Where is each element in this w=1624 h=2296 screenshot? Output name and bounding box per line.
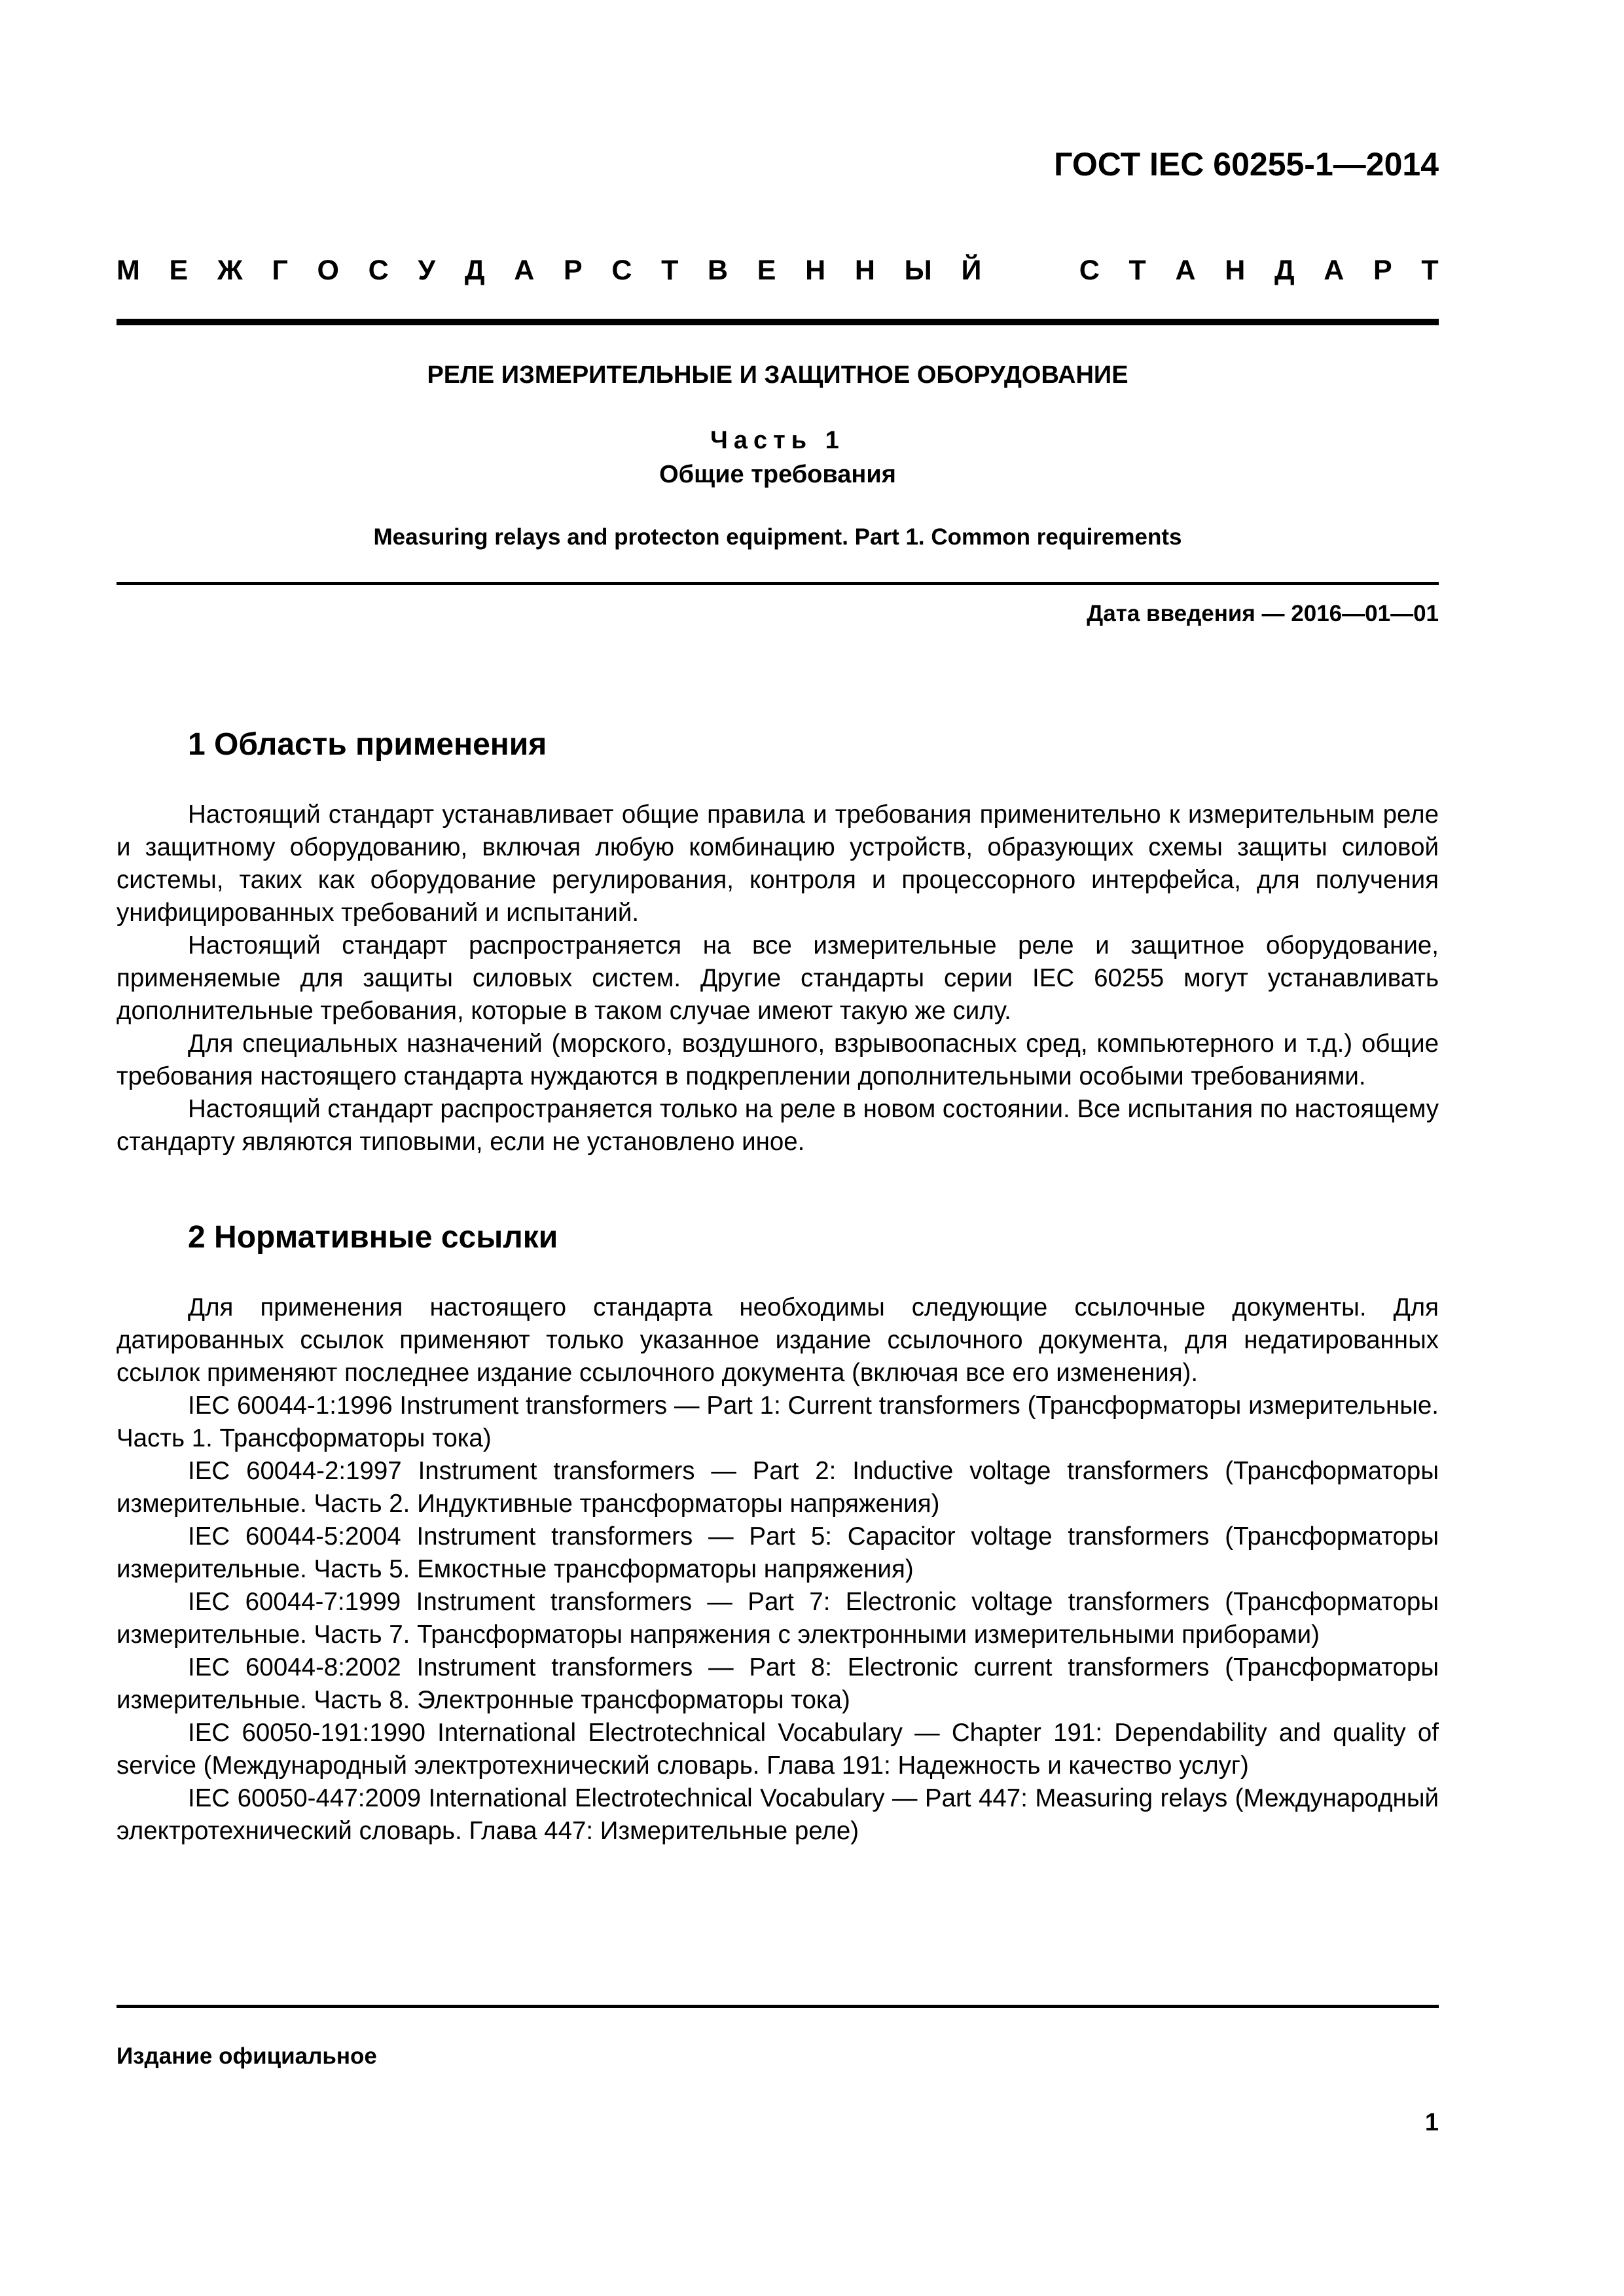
section-2-body	[117, 1291, 1439, 1848]
header-letter: Т	[1421, 255, 1439, 286]
part-title: Общие требования	[659, 461, 896, 488]
paragraph: Для применения настоящего стандарта необходимы следующие ссылочные документы. Для датированных ссылок применяют только указанное издание ссылочного документа, для недатированных ссылок применяют последнее издание ссылочного документа (включая все его изменения).	[117, 1293, 1439, 1387]
header-letter: Ж	[217, 255, 243, 286]
section-2-heading: 2 Нормативные ссылки	[188, 1220, 558, 1255]
header-letter: Н	[1225, 255, 1246, 286]
paragraph: Настоящий стандарт распространяется на все измерительные реле и защитное оборудование, применяемые для защиты силовых систем. Другие стандарты серии IEC 60255 могут устанавливать дополнительные требования, которые в таком случае имеют такую же силу.	[117, 931, 1439, 1025]
header-letter: Н	[854, 255, 875, 286]
header-letter: Г	[272, 255, 288, 286]
header-letter: Й	[961, 255, 982, 286]
reference-item: IEC 60044-8:2002 Instrument transformers — Part 8: Electronic current transformers (Трансформаторы измерительные. Часть 8. Электронные трансформаторы тока)	[117, 1653, 1439, 1714]
part-label: Часть 1	[710, 427, 845, 454]
header-letter: С	[611, 255, 632, 286]
reference-item: IEC 60044-2:1997 Instrument transformers — Part 2: Inductive voltage transformers (Трансформаторы измерительные. Часть 2. Индуктивные трансформаторы напряжения)	[117, 1457, 1439, 1518]
document-page	[117, 0, 1439, 2296]
interstate-standard-header	[117, 254, 1439, 287]
header-letter: А	[1175, 255, 1196, 286]
header-letter: У	[418, 255, 436, 286]
header-letter: Т	[661, 255, 679, 286]
english-title: Measuring relays and protecton equipment. Part 1. Common requirements	[373, 524, 1182, 550]
header-letter: Д	[464, 255, 485, 286]
reference-item: IEC 60044-1:1996 Instrument transformers — Part 1: Current transformers (Трансформаторы измерительные. Часть 1. Трансформаторы тока)	[117, 1391, 1439, 1452]
standard-number: ГОСТ IEC 60255-1—2014	[1054, 146, 1439, 183]
header-letter: Ы	[904, 255, 932, 286]
header-letter: С	[1079, 255, 1100, 286]
section-1-heading: 1 Область применения	[188, 727, 547, 762]
header-letter: Н	[805, 255, 826, 286]
page-number: 1	[1424, 2109, 1439, 2136]
header-letter: А	[1324, 255, 1344, 286]
header-word-gap	[1011, 254, 1050, 287]
paragraph: Настоящий стандарт устанавливает общие правила и требования применительно к измерительным реле и защитному оборудованию, включая любую комбинацию устройств, образующих схемы защиты силовой системы, таких как оборудование регулирования, контроля и процессорного интерфейса, для получения унифицированных требований и испытаний.	[117, 800, 1439, 927]
header-letter: Е	[757, 255, 776, 286]
paragraph: Для специальных назначений (морского, воздушного, взрывоопасных сред, компьютерного и т.д.) общие требования настоящего стандарта нуждаются в подкреплении дополнительными особыми требованиями.	[117, 1030, 1439, 1090]
header-letter: С	[368, 255, 389, 286]
header-letter: Р	[563, 255, 583, 286]
intro-date: Дата введения — 2016—01—01	[1087, 601, 1439, 626]
paragraph: Настоящий стандарт распространяется только на реле в новом состоянии. Все испытания по настоящему стандарту являются типовыми, если не установлено иное.	[117, 1095, 1439, 1156]
section-1-body	[117, 798, 1439, 1158]
header-letter: М	[117, 255, 140, 286]
edition-label: Издание официальное	[117, 2043, 377, 2069]
header-letter: В	[708, 255, 729, 286]
header-letter: Т	[1128, 255, 1146, 286]
header-letter: А	[514, 255, 535, 286]
footer-divider	[117, 2005, 1439, 2008]
reference-item: IEC 60050-191:1990 International Electrotechnical Vocabulary — Chapter 191: Dependability and quality of service (Международный электротехнический словарь. Глава 191: Надежность и качество услуг)	[117, 1719, 1439, 1780]
reference-item: IEC 60050-447:2009 International Electrotechnical Vocabulary — Part 447: Measuring relays (Международный электротехнический словарь. Глава 447: Измерительные реле)	[117, 1784, 1439, 1845]
header-letter: Р	[1373, 255, 1392, 286]
header-letter: Д	[1274, 255, 1295, 286]
header-letter: О	[317, 255, 339, 286]
document-title: РЕЛЕ ИЗМЕРИТЕЛЬНЫЕ И ЗАЩИТНОЕ ОБОРУДОВАНИЕ	[427, 361, 1128, 389]
header-divider	[117, 319, 1439, 325]
reference-item: IEC 60044-7:1999 Instrument transformers — Part 7: Electronic voltage transformers (Трансформаторы измерительные. Часть 7. Трансформаторы напряжения с электронными измерительными приборами)	[117, 1588, 1439, 1649]
header-letter: Е	[169, 255, 189, 286]
title-divider	[117, 582, 1439, 585]
reference-item: IEC 60044-5:2004 Instrument transformers — Part 5: Capacitor voltage transformers (Трансформаторы измерительные. Часть 5. Емкостные трансформаторы напряжения)	[117, 1522, 1439, 1583]
